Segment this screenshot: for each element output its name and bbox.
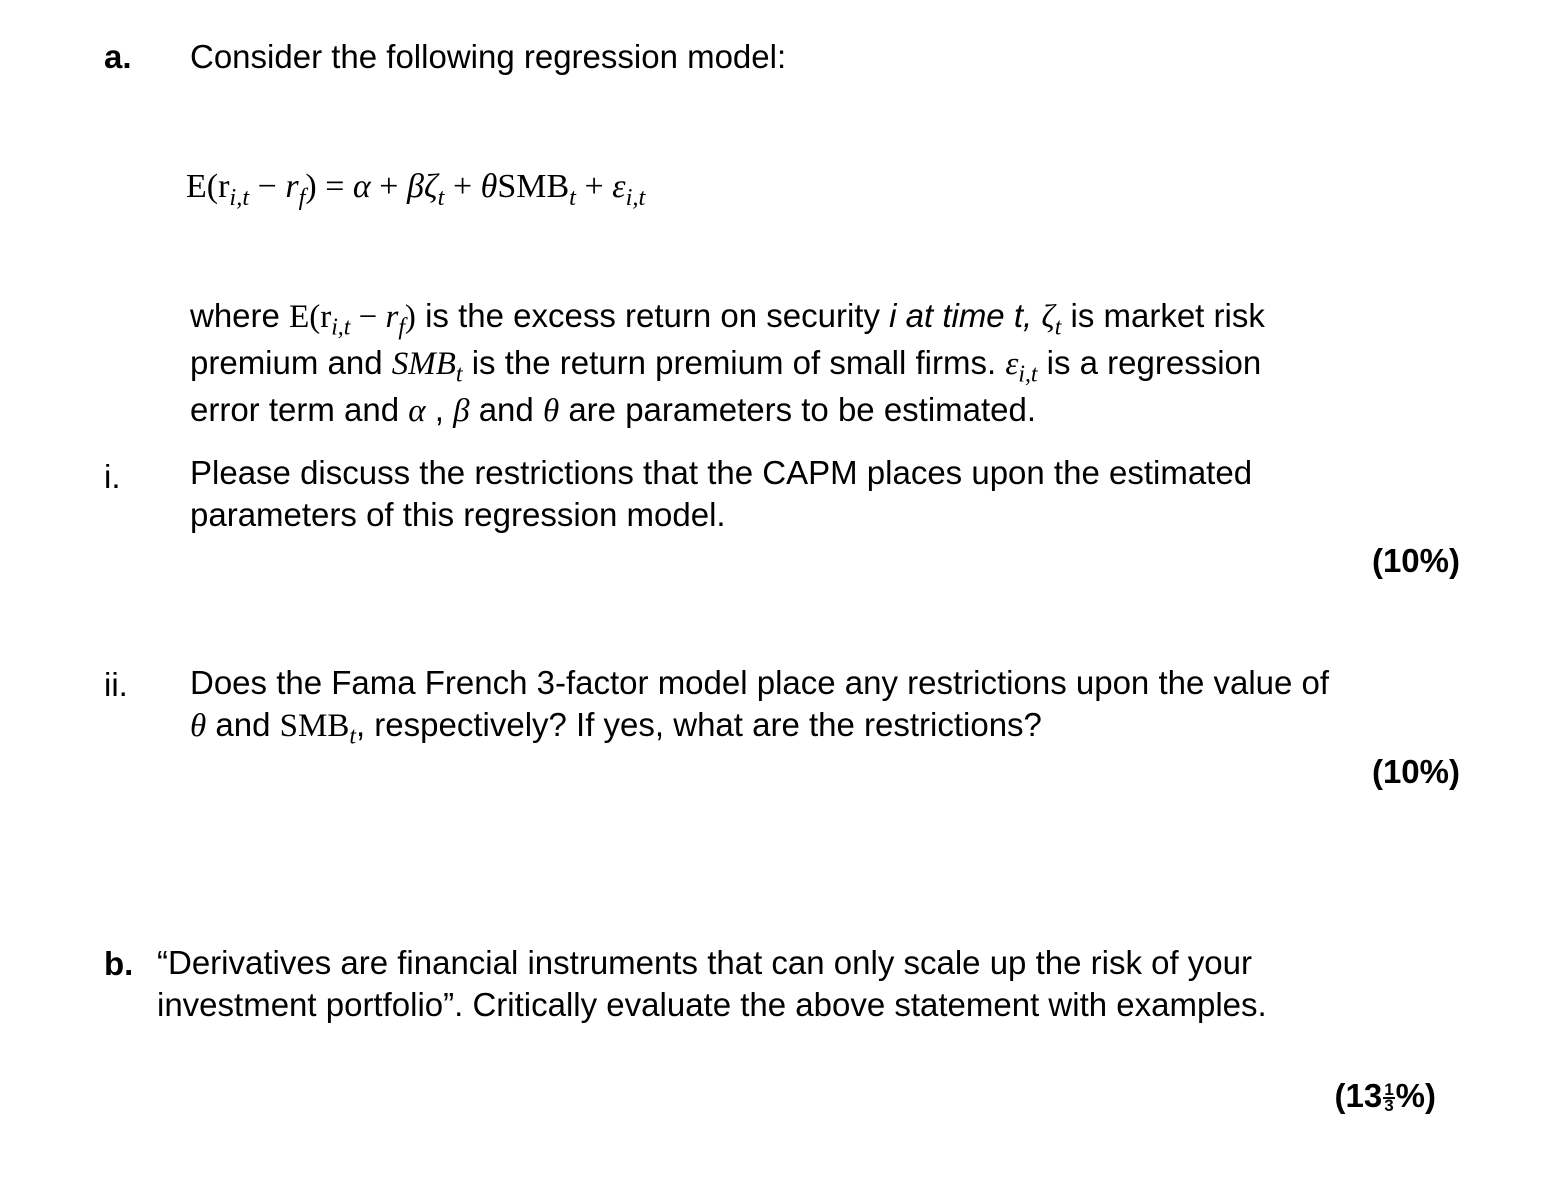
eq-plus-1: +	[370, 168, 407, 205]
where-zeta: ζ	[1041, 299, 1055, 335]
where-text: premium and	[190, 344, 392, 381]
fraction-denominator: 3	[1384, 1096, 1394, 1116]
where-epsilon-sub: i,t	[1018, 361, 1038, 388]
eq-lhs-close: )	[305, 168, 317, 205]
where-text: are parameters to be estimated.	[559, 391, 1037, 428]
where-e-sub: i,t	[331, 314, 351, 341]
where-line-1	[190, 293, 1480, 340]
where-text: is the excess return on security	[415, 297, 890, 334]
where-line-2	[190, 340, 1480, 387]
where-smb-sub: t	[455, 361, 463, 388]
part-b-marks-fraction	[1383, 1080, 1394, 1116]
where-alpha: α	[408, 393, 426, 429]
eq-equals: =	[316, 168, 353, 205]
eq-epsilon-sub: i,t	[625, 183, 646, 211]
question-ii-smb-sub: t	[349, 723, 356, 750]
where-e-rf: r	[385, 299, 399, 335]
where-epsilon: ε	[1005, 346, 1019, 382]
question-ii-and: and	[206, 706, 280, 743]
part-b-text	[157, 942, 1267, 1026]
where-text: ,	[425, 391, 454, 428]
eq-beta-zeta: βζ	[406, 168, 438, 205]
question-i-marks: (10%)	[1371, 542, 1460, 579]
eq-epsilon: ε	[612, 168, 626, 205]
eq-rf-sub: f	[298, 183, 306, 211]
part-b-line-2: investment portfolio”. Critically evaluate the above statement with examples.	[157, 986, 1267, 1023]
where-e-open: E(r	[289, 299, 332, 335]
part-b-line-1: “Derivatives are financial instruments that can only scale up the risk of your	[157, 944, 1252, 981]
where-text: is the return premium of small firms.	[462, 344, 1006, 381]
question-ii-smb: SMB	[279, 708, 350, 744]
eq-smb: SMB	[497, 168, 570, 205]
where-text: and	[469, 391, 543, 428]
where-text: is a regression	[1037, 344, 1262, 381]
where-paragraph	[190, 293, 1480, 434]
eq-theta: θ	[480, 168, 498, 205]
where-e-close: )	[404, 299, 416, 335]
eq-alpha: α	[352, 168, 371, 205]
eq-zeta-sub: t	[437, 183, 445, 211]
where-text: error term and	[190, 391, 409, 428]
where-e-minus: −	[350, 299, 386, 335]
eq-plus-3: +	[575, 168, 613, 205]
eq-minus: −	[249, 168, 286, 205]
part-b-label: b.	[104, 945, 134, 982]
where-theta: θ	[542, 393, 560, 429]
question-ii-label: ii.	[104, 666, 128, 703]
question-ii-marks: (10%)	[1371, 753, 1460, 790]
eq-rf: r	[285, 168, 299, 205]
question-i-label: i.	[104, 458, 121, 495]
part-b-marks-post: %)	[1395, 1077, 1436, 1114]
question-i-text	[190, 452, 1252, 536]
where-text: is market risk	[1061, 297, 1265, 334]
fraction-numerator: 1	[1384, 1080, 1394, 1100]
question-ii-line-2	[190, 704, 1329, 750]
question-i-line-1: Please discuss the restrictions that the CAPM places upon the estimated	[190, 454, 1253, 491]
where-beta: β	[453, 393, 470, 429]
question-i-line-2: parameters of this regression model.	[190, 496, 726, 533]
where-e-rf-sub: f	[398, 314, 405, 341]
eq-lhs-sub: i,t	[229, 183, 250, 211]
part-a-intro: Consider the following regression model:	[190, 38, 787, 75]
where-smb: SMB	[391, 346, 456, 382]
where-italic-text: i at time t,	[889, 297, 1033, 334]
eq-plus-2: +	[444, 168, 481, 205]
part-b-marks-pre: (13	[1334, 1077, 1383, 1114]
where-zeta-sub: t	[1054, 314, 1062, 341]
part-a-label: a.	[104, 38, 132, 75]
question-ii-theta: θ	[190, 708, 207, 744]
where-text: where	[190, 297, 290, 334]
eq-lhs-open: E(r	[186, 168, 230, 205]
question-ii-line-1: Does the Fama French 3-factor model place any restrictions upon the value of	[190, 664, 1330, 701]
question-ii-line-2-rest: , respectively? If yes, what are the restrictions?	[355, 706, 1042, 743]
eq-smb-sub: t	[569, 183, 576, 211]
part-b-marks	[1334, 1076, 1436, 1116]
where-line-3	[190, 387, 1480, 434]
question-ii-text	[190, 662, 1330, 750]
regression-equation	[186, 164, 645, 209]
